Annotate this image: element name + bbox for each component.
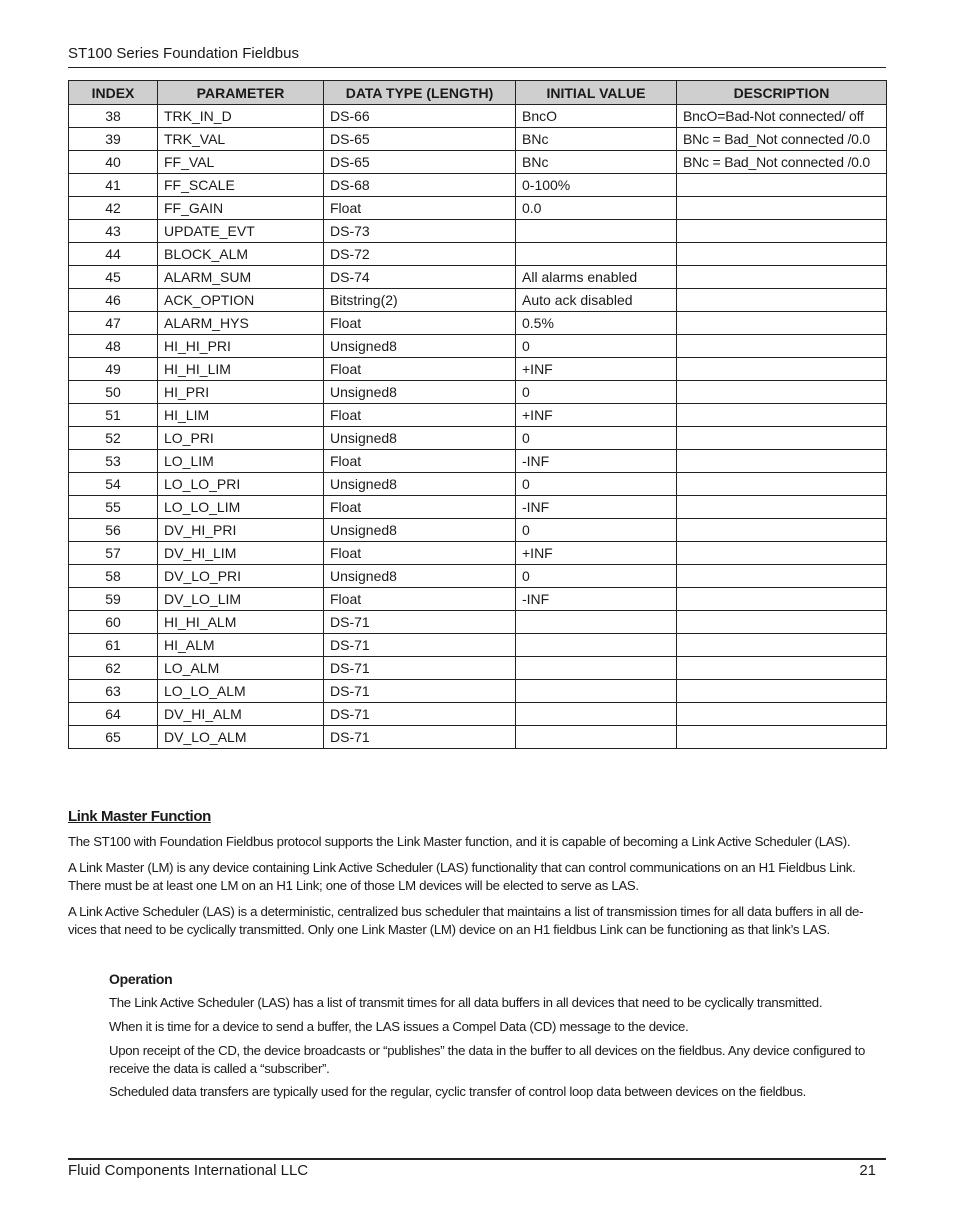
cell-description: BNc = Bad_Not connected /0.0 [677, 128, 887, 151]
cell-parameter: DV_HI_LIM [158, 542, 324, 565]
cell-parameter: HI_PRI [158, 381, 324, 404]
cell-index: 53 [69, 450, 158, 473]
cell-parameter: LO_LO_LIM [158, 496, 324, 519]
cell-data-type: Bitstring(2) [324, 289, 516, 312]
table-row [69, 427, 887, 450]
table-body [69, 105, 887, 749]
cell-initial-value: 0 [516, 335, 677, 358]
table-row [69, 450, 887, 473]
cell-data-type: DS-71 [324, 657, 516, 680]
cell-parameter: LO_LIM [158, 450, 324, 473]
page-number: 21 [859, 1162, 876, 1179]
table-row [69, 473, 887, 496]
cell-index: 50 [69, 381, 158, 404]
cell-initial-value: 0-100% [516, 174, 677, 197]
table-row [69, 565, 887, 588]
table-row [69, 657, 887, 680]
link-master-paragraph: A Link Master (LM) is any device containing Link Active Scheduler (LAS) functionality that can control communications on an H1 Fieldbus Link. There must be at least one LM on an H1 Link; one of those LM devices will be elected to serve as LAS. [68, 860, 856, 893]
table-row [69, 496, 887, 519]
cell-description [677, 473, 887, 496]
cell-description [677, 726, 887, 749]
cell-index: 38 [69, 105, 158, 128]
table-row [69, 220, 887, 243]
cell-parameter: TRK_IN_D [158, 105, 324, 128]
link-master-paragraph: The ST100 with Foundation Fieldbus protocol supports the Link Master function, and it is capable of becoming a Link Active Scheduler (LAS). [68, 834, 851, 849]
cell-parameter: HI_LIM [158, 404, 324, 427]
cell-initial-value [516, 657, 677, 680]
column-header-data-type: DATA TYPE (LENGTH) [324, 81, 516, 105]
cell-index: 60 [69, 611, 158, 634]
cell-initial-value: BNc [516, 128, 677, 151]
cell-data-type: Float [324, 312, 516, 335]
table-row [69, 243, 887, 266]
cell-index: 39 [69, 128, 158, 151]
cell-description [677, 588, 887, 611]
table-row [69, 128, 887, 151]
cell-initial-value: -INF [516, 450, 677, 473]
operation-paragraph: Upon receipt of the CD, the device broadcasts or “publishes” the data in the buffer to all devices on the fieldbus. Any device configured to receive the data is called a “subscriber”. [109, 1043, 866, 1076]
cell-initial-value: Auto ack disabled [516, 289, 677, 312]
table-row [69, 105, 887, 128]
cell-description [677, 703, 887, 726]
cell-parameter: HI_HI_ALM [158, 611, 324, 634]
cell-data-type: DS-73 [324, 220, 516, 243]
table-row [69, 404, 887, 427]
cell-index: 51 [69, 404, 158, 427]
cell-description [677, 427, 887, 450]
column-header-index: INDEX [69, 81, 158, 105]
cell-index: 43 [69, 220, 158, 243]
cell-description [677, 266, 887, 289]
cell-parameter: ALARM_HYS [158, 312, 324, 335]
table-row [69, 358, 887, 381]
cell-initial-value: 0 [516, 427, 677, 450]
table-row [69, 312, 887, 335]
cell-description [677, 220, 887, 243]
cell-index: 46 [69, 289, 158, 312]
cell-initial-value: 0 [516, 519, 677, 542]
cell-data-type: Unsigned8 [324, 427, 516, 450]
cell-index: 45 [69, 266, 158, 289]
cell-description [677, 565, 887, 588]
cell-parameter: UPDATE_EVT [158, 220, 324, 243]
table-header-row [69, 81, 887, 105]
cell-initial-value: BNc [516, 151, 677, 174]
cell-data-type: DS-71 [324, 634, 516, 657]
cell-initial-value [516, 634, 677, 657]
cell-data-type: Float [324, 358, 516, 381]
cell-description [677, 312, 887, 335]
cell-index: 44 [69, 243, 158, 266]
table-row [69, 381, 887, 404]
cell-index: 61 [69, 634, 158, 657]
cell-index: 62 [69, 657, 158, 680]
link-master-heading: Link Master Function [68, 808, 211, 825]
table-row [69, 542, 887, 565]
cell-initial-value [516, 611, 677, 634]
cell-data-type: DS-65 [324, 128, 516, 151]
cell-parameter: HI_HI_PRI [158, 335, 324, 358]
cell-initial-value [516, 703, 677, 726]
cell-description [677, 174, 887, 197]
cell-parameter: HI_ALM [158, 634, 324, 657]
table-row [69, 680, 887, 703]
cell-parameter: FF_VAL [158, 151, 324, 174]
table-row [69, 197, 887, 220]
cell-description [677, 335, 887, 358]
column-header-description: DESCRIPTION [677, 81, 887, 105]
cell-index: 56 [69, 519, 158, 542]
cell-parameter: DV_HI_PRI [158, 519, 324, 542]
cell-parameter: LO_ALM [158, 657, 324, 680]
cell-index: 49 [69, 358, 158, 381]
cell-parameter: ACK_OPTION [158, 289, 324, 312]
cell-description [677, 358, 887, 381]
cell-initial-value: 0 [516, 473, 677, 496]
table-row [69, 519, 887, 542]
cell-data-type: Unsigned8 [324, 473, 516, 496]
cell-data-type: Unsigned8 [324, 335, 516, 358]
operation-paragraph: Scheduled data transfers are typically used for the regular, cyclic transfer of control loop data between devices on the fieldbus. [109, 1084, 806, 1099]
cell-description [677, 496, 887, 519]
cell-description [677, 657, 887, 680]
cell-initial-value: 0.0 [516, 197, 677, 220]
cell-description [677, 404, 887, 427]
table-row [69, 151, 887, 174]
cell-description: BNc = Bad_Not connected /0.0 [677, 151, 887, 174]
parameter-table [68, 80, 887, 749]
cell-parameter: ALARM_SUM [158, 266, 324, 289]
cell-parameter: DV_HI_ALM [158, 703, 324, 726]
cell-initial-value: 0.5% [516, 312, 677, 335]
cell-parameter: BLOCK_ALM [158, 243, 324, 266]
cell-description [677, 289, 887, 312]
cell-parameter: DV_LO_LIM [158, 588, 324, 611]
cell-parameter: HI_HI_LIM [158, 358, 324, 381]
cell-parameter: TRK_VAL [158, 128, 324, 151]
cell-index: 64 [69, 703, 158, 726]
cell-data-type: Unsigned8 [324, 519, 516, 542]
cell-index: 65 [69, 726, 158, 749]
cell-index: 52 [69, 427, 158, 450]
cell-description [677, 450, 887, 473]
operation-heading: Operation [109, 971, 173, 987]
cell-initial-value [516, 220, 677, 243]
table-row [69, 289, 887, 312]
cell-parameter: LO_LO_PRI [158, 473, 324, 496]
cell-description [677, 542, 887, 565]
cell-data-type: DS-71 [324, 611, 516, 634]
cell-description [677, 611, 887, 634]
cell-parameter: FF_SCALE [158, 174, 324, 197]
cell-initial-value: All alarms enabled [516, 266, 677, 289]
cell-initial-value [516, 726, 677, 749]
footer-company: Fluid Components International LLC [68, 1162, 309, 1179]
cell-description [677, 381, 887, 404]
cell-index: 54 [69, 473, 158, 496]
cell-initial-value: -INF [516, 588, 677, 611]
cell-data-type: Float [324, 496, 516, 519]
table-row [69, 266, 887, 289]
table-row [69, 174, 887, 197]
cell-data-type: DS-74 [324, 266, 516, 289]
column-header-parameter: PARAMETER [158, 81, 324, 105]
cell-parameter: DV_LO_PRI [158, 565, 324, 588]
table-row [69, 611, 887, 634]
cell-data-type: Float [324, 588, 516, 611]
cell-index: 42 [69, 197, 158, 220]
cell-parameter: LO_PRI [158, 427, 324, 450]
header-divider [68, 67, 886, 68]
table-row [69, 726, 887, 749]
cell-index: 47 [69, 312, 158, 335]
page-header-title: ST100 Series Foundation Fieldbus [68, 45, 299, 62]
table-row [69, 588, 887, 611]
cell-index: 58 [69, 565, 158, 588]
cell-data-type: DS-66 [324, 105, 516, 128]
table-row [69, 703, 887, 726]
cell-index: 63 [69, 680, 158, 703]
cell-initial-value [516, 243, 677, 266]
cell-data-type: Float [324, 404, 516, 427]
column-header-initial-value: INITIAL VALUE [516, 81, 677, 105]
cell-initial-value: +INF [516, 542, 677, 565]
cell-index: 57 [69, 542, 158, 565]
cell-data-type: Unsigned8 [324, 381, 516, 404]
cell-data-type: DS-68 [324, 174, 516, 197]
cell-description [677, 197, 887, 220]
cell-data-type: Float [324, 197, 516, 220]
cell-parameter: FF_GAIN [158, 197, 324, 220]
cell-initial-value: BncO [516, 105, 677, 128]
cell-initial-value: 0 [516, 381, 677, 404]
cell-data-type: Float [324, 450, 516, 473]
cell-initial-value [516, 680, 677, 703]
operation-paragraph: The Link Active Scheduler (LAS) has a list of transmit times for all data buffers in all devices that need to be cyclically transmitted. [109, 995, 823, 1010]
cell-initial-value: +INF [516, 404, 677, 427]
link-master-paragraph: A Link Active Scheduler (LAS) is a deterministic, centralized bus scheduler that maintains a list of transmission times for all data buffers in all de- vices that need to be cyclically transmitted. Only one Link Master (LM) device on an H1 fieldbus Link can be functioning as that link’s LAS. [68, 904, 864, 937]
cell-initial-value: 0 [516, 565, 677, 588]
cell-parameter: DV_LO_ALM [158, 726, 324, 749]
footer-divider [68, 1158, 886, 1160]
cell-description [677, 680, 887, 703]
cell-data-type: DS-72 [324, 243, 516, 266]
cell-data-type: Float [324, 542, 516, 565]
cell-parameter: LO_LO_ALM [158, 680, 324, 703]
cell-description [677, 243, 887, 266]
cell-data-type: DS-71 [324, 680, 516, 703]
table-row [69, 335, 887, 358]
cell-data-type: Unsigned8 [324, 565, 516, 588]
cell-data-type: DS-71 [324, 703, 516, 726]
cell-index: 55 [69, 496, 158, 519]
cell-index: 59 [69, 588, 158, 611]
cell-initial-value: +INF [516, 358, 677, 381]
cell-data-type: DS-65 [324, 151, 516, 174]
cell-data-type: DS-71 [324, 726, 516, 749]
cell-description [677, 519, 887, 542]
cell-description [677, 634, 887, 657]
table-row [69, 634, 887, 657]
cell-index: 41 [69, 174, 158, 197]
cell-initial-value: -INF [516, 496, 677, 519]
cell-index: 40 [69, 151, 158, 174]
operation-paragraph: When it is time for a device to send a buffer, the LAS issues a Compel Data (CD) message to the device. [109, 1019, 689, 1034]
cell-index: 48 [69, 335, 158, 358]
cell-description: BncO=Bad-Not connected/ off [677, 105, 887, 128]
